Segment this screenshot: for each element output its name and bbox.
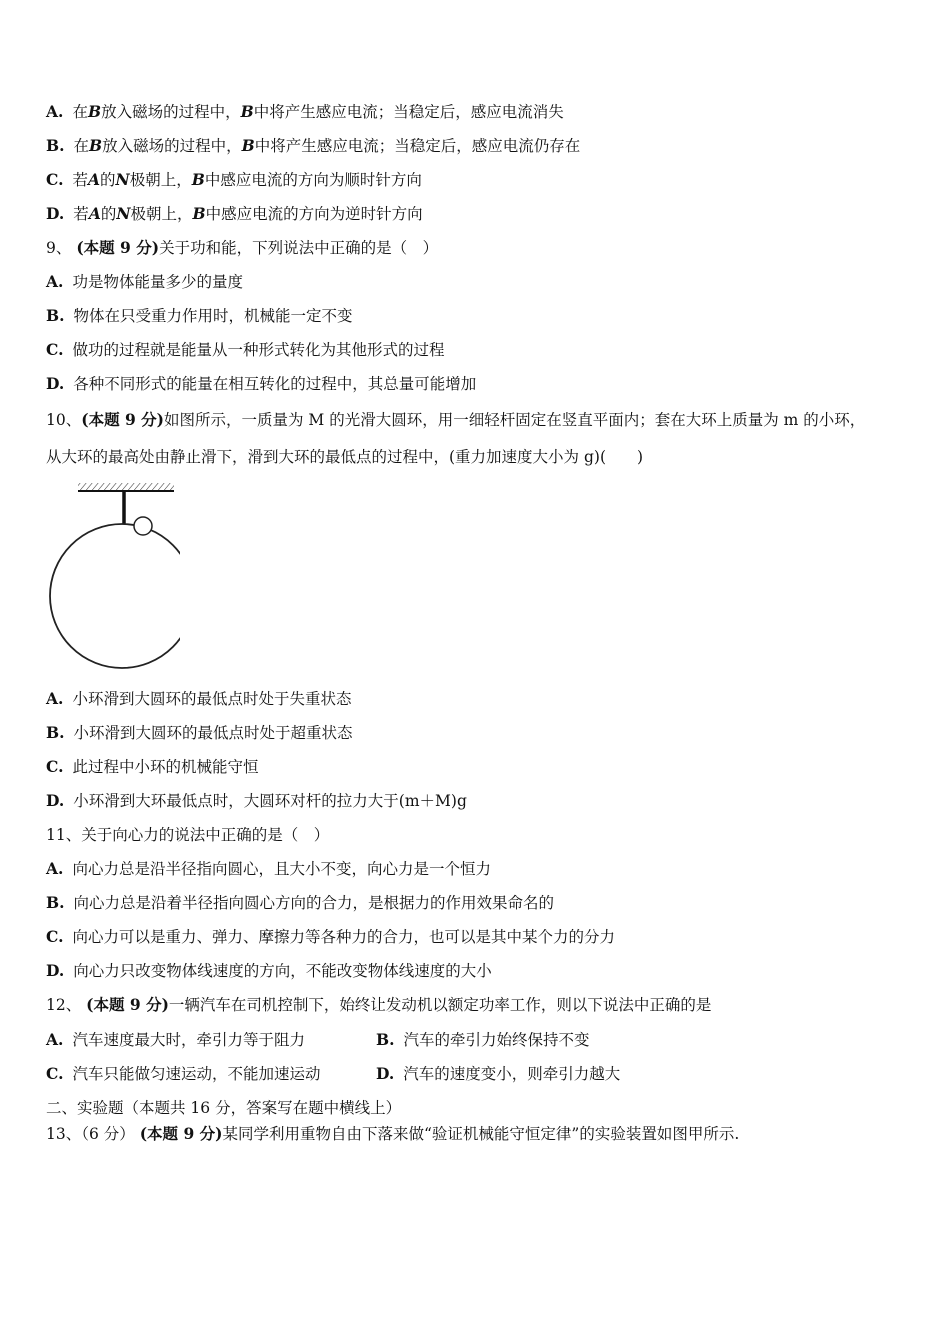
- q8-option-a: A. 在B放入磁场的过程中，B中将产生感应电流；当稳定后，感应电流消失: [46, 102, 564, 121]
- small-ring: [134, 517, 152, 535]
- q9-option-b: B. 物体在只受重力作用时，机械能一定不变: [46, 306, 353, 325]
- q11-stem: 11、关于向心力的说法中正确的是（ ）: [46, 826, 330, 844]
- q10-option-b: B. 小环滑到大圆环的最低点时处于超重状态: [46, 723, 353, 742]
- q11-option-a: A. 向心力总是沿半径指向圆心，且大小不变，向心力是一个恒力: [46, 859, 491, 878]
- q9-option-a: A. 功是物体能量多少的量度: [46, 272, 243, 291]
- q11-option-d: D. 向心力只改变物体线速度的方向，不能改变物体线速度的大小: [46, 961, 492, 980]
- q9-stem: 9、 (本题 9 分)关于功和能，下列说法中正确的是（ ）: [46, 238, 439, 257]
- q10-stem-line2: 从大环的最高处由静止滑下，滑到大环的最低点的过程中，(重力加速度大小为 g)( ): [46, 448, 644, 466]
- q12-option-a: A. 汽车速度最大时，牵引力等于阻力: [46, 1030, 305, 1049]
- q10-option-d: D. 小环滑到大环最低点时，大圆环对杆的拉力大于(m＋M)g: [46, 791, 467, 810]
- section2-title: 二、实验题（本题共 16 分，答案写在题中横线上）: [46, 1099, 402, 1117]
- q13-stem: 13、（6 分） (本题 9 分)某同学利用重物自由下落来做“验证机械能守恒定律”的实验装置如图甲所示.: [46, 1124, 740, 1143]
- ceiling-hatch: [78, 483, 174, 491]
- q10-stem-line1: 10、(本题 9 分)如图所示，一质量为 M 的光滑大圆环，用一细轻杆固定在竖直平面内；套在大环上质量为 m 的小环，: [46, 410, 866, 429]
- q12-option-d: D. 汽车的速度变小，则牵引力越大: [376, 1064, 621, 1083]
- q10-option-c: C. 此过程中小环的机械能守恒: [46, 757, 259, 776]
- q11-option-b: B. 向心力总是沿着半径指向圆心方向的合力，是根据力的作用效果命名的: [46, 893, 555, 912]
- q10-option-a: A. 小环滑到大圆环的最低点时处于失重状态: [46, 689, 352, 708]
- q12-options-row2: [46, 1064, 906, 1084]
- q9-option-d: D. 各种不同形式的能量在相互转化的过程中，其总量可能增加: [46, 374, 477, 393]
- q9-option-c: C. 做功的过程就是能量从一种形式转化为其他形式的过程: [46, 340, 445, 359]
- q11-option-c: C. 向心力可以是重力、弹力、摩擦力等各种力的合力，也可以是其中某个力的分力: [46, 927, 615, 946]
- q8-option-d: D. 若A的N极朝上，B中感应电流的方向为逆时针方向: [46, 204, 423, 223]
- q12-option-b: B. 汽车的牵引力始终保持不变: [376, 1030, 590, 1049]
- large-ring: [50, 524, 180, 668]
- q8-option-b: B. 在B放入磁场的过程中，B中将产生感应电流；当稳定后，感应电流仍存在: [46, 136, 581, 155]
- q12-option-c: C. 汽车只能做匀速运动，不能加速运动: [46, 1064, 321, 1083]
- q12-stem: 12、 (本题 9 分)一辆汽车在司机控制下，始终让发动机以额定功率工作，则以下说法中正确的是: [46, 995, 712, 1014]
- q8-option-c: C. 若A的N极朝上，B中感应电流的方向为顺时针方向: [46, 170, 422, 189]
- q12-options-row1: [46, 1030, 906, 1050]
- ring-on-rod-figure: [48, 478, 180, 674]
